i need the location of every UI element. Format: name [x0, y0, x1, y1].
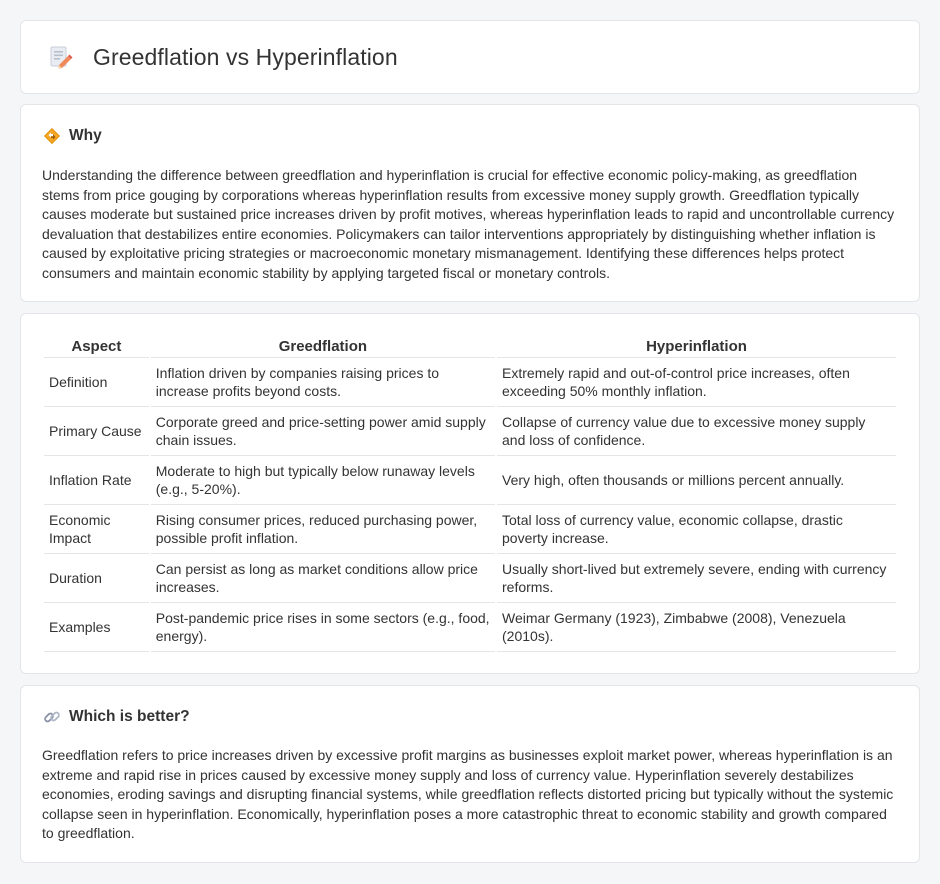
why-card — [20, 104, 920, 302]
row-aspect: Economic Impact — [44, 505, 149, 554]
row-hyperinflation: Extremely rapid and out-of-control price increases, often exceeding 50% monthly inflation. — [497, 358, 896, 407]
row-greedflation: Rising consumer prices, reduced purchasing power, possible profit inflation. — [151, 505, 495, 554]
row-hyperinflation: Usually short-lived but extremely severe, ending with currency reforms. — [497, 554, 896, 603]
page-title: Greedflation vs Hyperinflation — [93, 43, 398, 70]
row-greedflation: Moderate to high but typically below runaway levels (e.g., 5-20%). — [151, 456, 495, 505]
table-row — [44, 358, 896, 407]
better-card — [20, 685, 920, 863]
better-text: Greedflation refers to price increases driven by excessive profit margins as businesses exploit market power, whereas hyperinflation is an extreme and rapid rise in prices caused by excessive money supply and loss of currency value. Hyperinflation severely destabilizes economies, eroding savings and disrupting financial systems, while greedflation reflects distorted pricing but typically without the systemic collapse seen in hyperinflation. Economically, hyperinflation poses a more catastrophic threat to economic stability and growth compared to greedflation. — [42, 747, 894, 842]
table-row — [44, 603, 896, 652]
table-row — [44, 407, 896, 456]
why-header — [21, 105, 919, 145]
link-icon — [43, 708, 61, 726]
diamond-arrows-icon — [43, 127, 61, 145]
row-hyperinflation: Very high, often thousands or millions percent annually. — [497, 456, 896, 505]
row-aspect: Definition — [44, 358, 149, 407]
table-row — [44, 554, 896, 603]
row-aspect: Inflation Rate — [44, 456, 149, 505]
title-card — [20, 20, 920, 94]
why-title: Why — [69, 127, 102, 144]
table-row — [44, 456, 896, 505]
row-greedflation: Post-pandemic price rises in some sectors (e.g., food, energy). — [151, 603, 495, 652]
better-header — [21, 686, 919, 726]
row-greedflation: Corporate greed and price-setting power amid supply chain issues. — [151, 407, 495, 456]
better-title: Which is better? — [69, 708, 190, 725]
row-hyperinflation: Collapse of currency value due to excessive money supply and loss of confidence. — [497, 407, 896, 456]
row-aspect: Primary Cause — [44, 407, 149, 456]
header-hyperinflation: Hyperinflation — [497, 336, 896, 358]
table-row — [44, 505, 896, 554]
row-hyperinflation: Weimar Germany (1923), Zimbabwe (2008), Venezuela (2010s). — [497, 603, 896, 652]
comparison-table — [42, 336, 898, 652]
row-aspect: Examples — [44, 603, 149, 652]
header-aspect: Aspect — [44, 336, 149, 358]
title-row — [21, 21, 919, 93]
row-hyperinflation: Total loss of currency value, economic collapse, drastic poverty increase. — [497, 505, 896, 554]
table-header-row — [44, 336, 896, 358]
header-greedflation: Greedflation — [151, 336, 495, 358]
comparison-card — [20, 313, 920, 674]
why-text: Understanding the difference between greedflation and hyperinflation is crucial for effective economic policy-making, as greedflation stems from price gouging by corporations whereas hyperinflation results from excessive money supply growth. Greedflation typically causes moderate but sustained price increases driven by profit motives, whereas hyperinflation leads to rapid and uncontrollable currency devaluation that destabilizes entire economies. Policymakers can tailor interventions appropriately by distinguishing whether inflation is caused by exploitative pricing strategies or macroeconomic monetary mismanagement. Identifying these differences helps protect consumers and maintain economic stability by applying targeted fiscal or monetary controls. — [42, 167, 895, 281]
row-greedflation: Inflation driven by companies raising prices to increase profits beyond costs. — [151, 358, 495, 407]
row-greedflation: Can persist as long as market conditions allow price increases. — [151, 554, 495, 603]
document-pencil-icon — [47, 44, 73, 70]
row-aspect: Duration — [44, 554, 149, 603]
